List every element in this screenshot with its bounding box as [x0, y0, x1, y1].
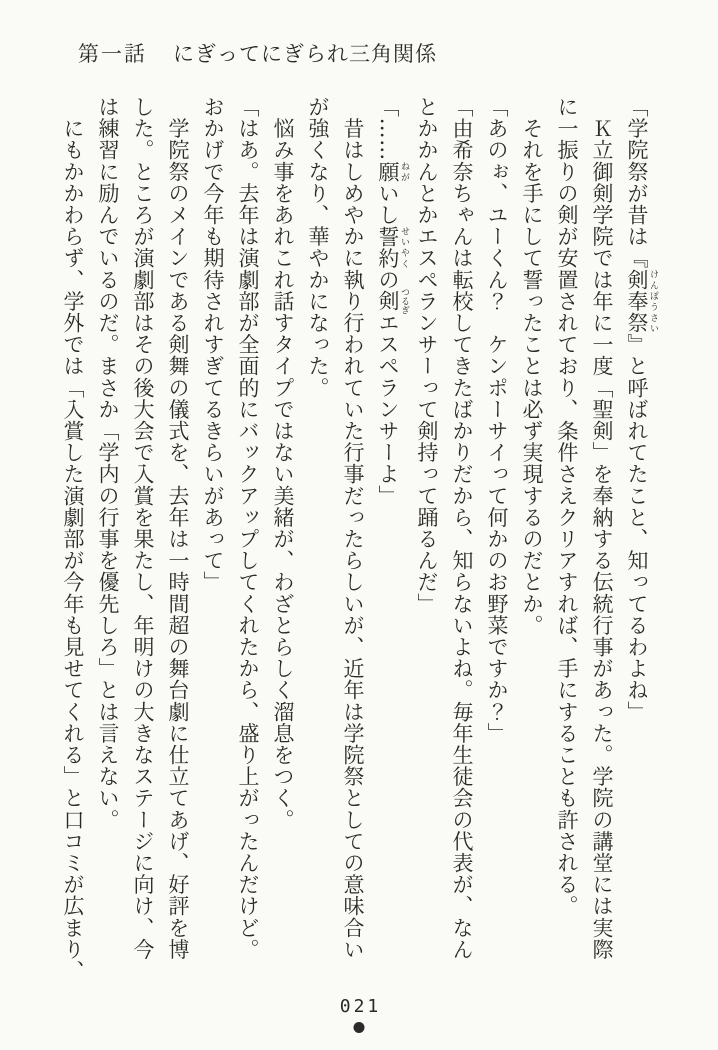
- text-column-15: した。ところが演劇部はその後大会で入賞を果たし、年明けの大きなステージに向け、今: [131, 96, 155, 960]
- page-number: 021: [339, 996, 382, 1017]
- text-column-11: 悩み事をあれこれ話すタイプではない美緒が、わざとらしく溜息をつく。: [271, 96, 295, 831]
- text-column-2: Ｋ立御剣学院では年に一度「聖剣」を奉納する伝統行事があった。学院の講堂には実際: [590, 96, 614, 960]
- chapter-header: [78, 38, 437, 68]
- chapter-title: にぎってにぎられ三角関係: [173, 42, 437, 66]
- text-column-12: 「はあ。去年は演劇部が全面的にバックアップしてくれたから、盛り上がったんだけど。: [236, 96, 260, 960]
- body-text: [55, 96, 658, 1012]
- text-column-6: 「由希奈ちゃんは転校してきたばかりだから、知らないよね。毎年生徒会の代表が、なん: [450, 96, 474, 960]
- text-column-10: が強くなり、華やかになった。: [306, 96, 330, 399]
- text-column-4: それを手にして誓ったことは必ず実現するのだとか。: [520, 96, 544, 636]
- text-column-3: に一振りの剣が安置されており、条件さえクリアすれば、手にすることも許される。: [555, 96, 579, 917]
- text-column-7: とかかんとかエスペランサーって剣持って踊るんだ」: [415, 96, 439, 615]
- text-column-17: にもかかわらず、学外では「入賞した演劇部が今年も見せてくれる」と口コミが広まり、: [61, 96, 85, 982]
- page-footer-dot: [354, 1022, 365, 1033]
- text-column-8: 「……願 ねがいし誓約 せいやくの剣 つるぎエスペランサーよ」: [376, 96, 409, 507]
- text-column-14: 学院祭のメインである剣舞の儀式を、去年は一時間超の舞台劇に仕立てあげ、好評を博: [166, 96, 190, 960]
- text-column-1: 「学院祭が昔は『剣奉祭 けんぽうさい』と呼ばれてたこと、知ってるわよね」: [625, 96, 658, 723]
- text-column-9: 昔はしめやかに執り行われていた行事だったらしいが、近年は学院祭としての意味合い: [341, 96, 365, 960]
- text-column-13: おかげで今年も期待されすぎてるきらいがあって」: [201, 96, 225, 593]
- text-column-5: 「あのぉ、ユーくん？ ケンポーサイって何かのお野菜ですか？」: [485, 96, 509, 744]
- chapter-number: 第一話: [78, 42, 147, 66]
- text-column-16: は練習に励んでいるのだ。まさか「学内の行事を優先しろ」とは言えない。: [96, 96, 120, 831]
